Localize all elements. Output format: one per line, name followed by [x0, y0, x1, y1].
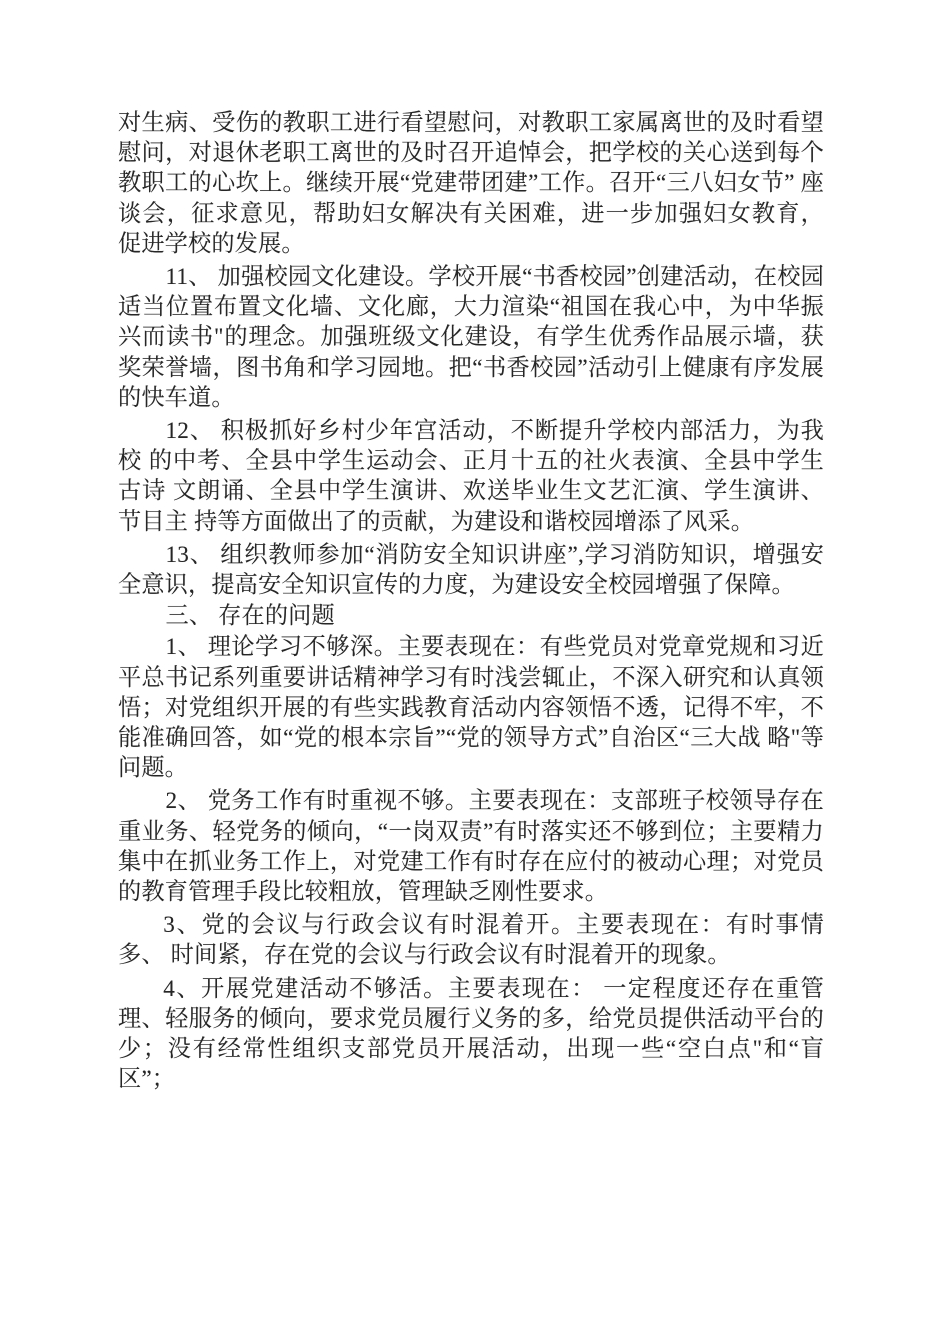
paragraph-problem-2: 2、 党务工作有时重视不够。主要表现在：支部班子校领导存在 重业务、轻党务的倾向，“一岗双责”有时落实还不够到位；主要精力 集中在抓业务工作上，对党建工作有时存在应付的被动心理；对党员 的教育管理手段比较粗放，管理缺乏刚性要求。 [118, 788, 824, 906]
document-text-body [118, 108, 824, 1095]
paragraph-staff-care-continuation: 对生病、受伤的教职工进行看望慰问，对教职工家属离世的及时看望慰问，对退休老职工离世的及时召开追悼会，把学校的关心送到每个教职工的心坎上。继续开展“党建带团建”工作。召开“三八妇女节” 座谈会，征求意见，帮助妇女解决有关困难，进一步加强妇女教育， 促进学校的发展。 [118, 110, 824, 257]
section-heading-three-existing-problems: 三、 存在的问题 [165, 603, 335, 630]
paragraph-item-11: 11、 加强校园文化建设。学校开展“书香校园”创建活动，在校园适当位置布置文化墙、文化廊，大力渲染“祖国在我心中，为中华振兴而读书"的理念。加强班级文化建设，有学生优秀作品展示墙，获奖荣誉墙，图书角和学习园地。把“书香校园”活动引上健康有序发展的快车道。 [118, 264, 824, 411]
paragraph-problem-3: 3、党的会议与行政会议有时混着开。主要表现在：有时事情多、 时间紧，存在党的会议与行政会议有时混着开的现象。 [118, 912, 824, 969]
paragraph-problem-4: 4、开展党建活动不够活。主要表现在： 一定程度还存在重管理、轻服务的倾向，要求党员履行义务的多，给党员提供活动平台的少；没有经常性组织支部党员开展活动，出现一些“空白点"和“盲区”； [118, 975, 824, 1093]
paragraph-item-13: 13、 组织教师参加“消防安全知识讲座”,学习消防知识，增强安全意识，提高安全知识宣传的力度，为建设安全校园增强了保障。 [118, 541, 824, 599]
paragraph-problem-1: 1、 理论学习不够深。主要表现在：有些党员对党章党规和习近 平总书记系列重要讲话精神学习有时浅尝辄止，不深入研究和认真领 悟；对党组织开展的有些实践教育活动内容领悟不透，记得不牢，不 能准确回答，如“党的根本宗旨”“党的领导方式”自治区“三大战 略"等问题。 [118, 634, 824, 782]
paragraph-item-12: 12、 积极抓好乡村少年宫活动，不断提升学校内部活力，为我校 的中考、全县中学生运动会、正月十五的社火表演、全县中学生古诗 文朗诵、全县中学生演讲、欢送毕业生文艺汇演、学生演讲、节目主 持等方面做出了的贡献，为建设和谐校园增添了风采。 [118, 418, 824, 535]
